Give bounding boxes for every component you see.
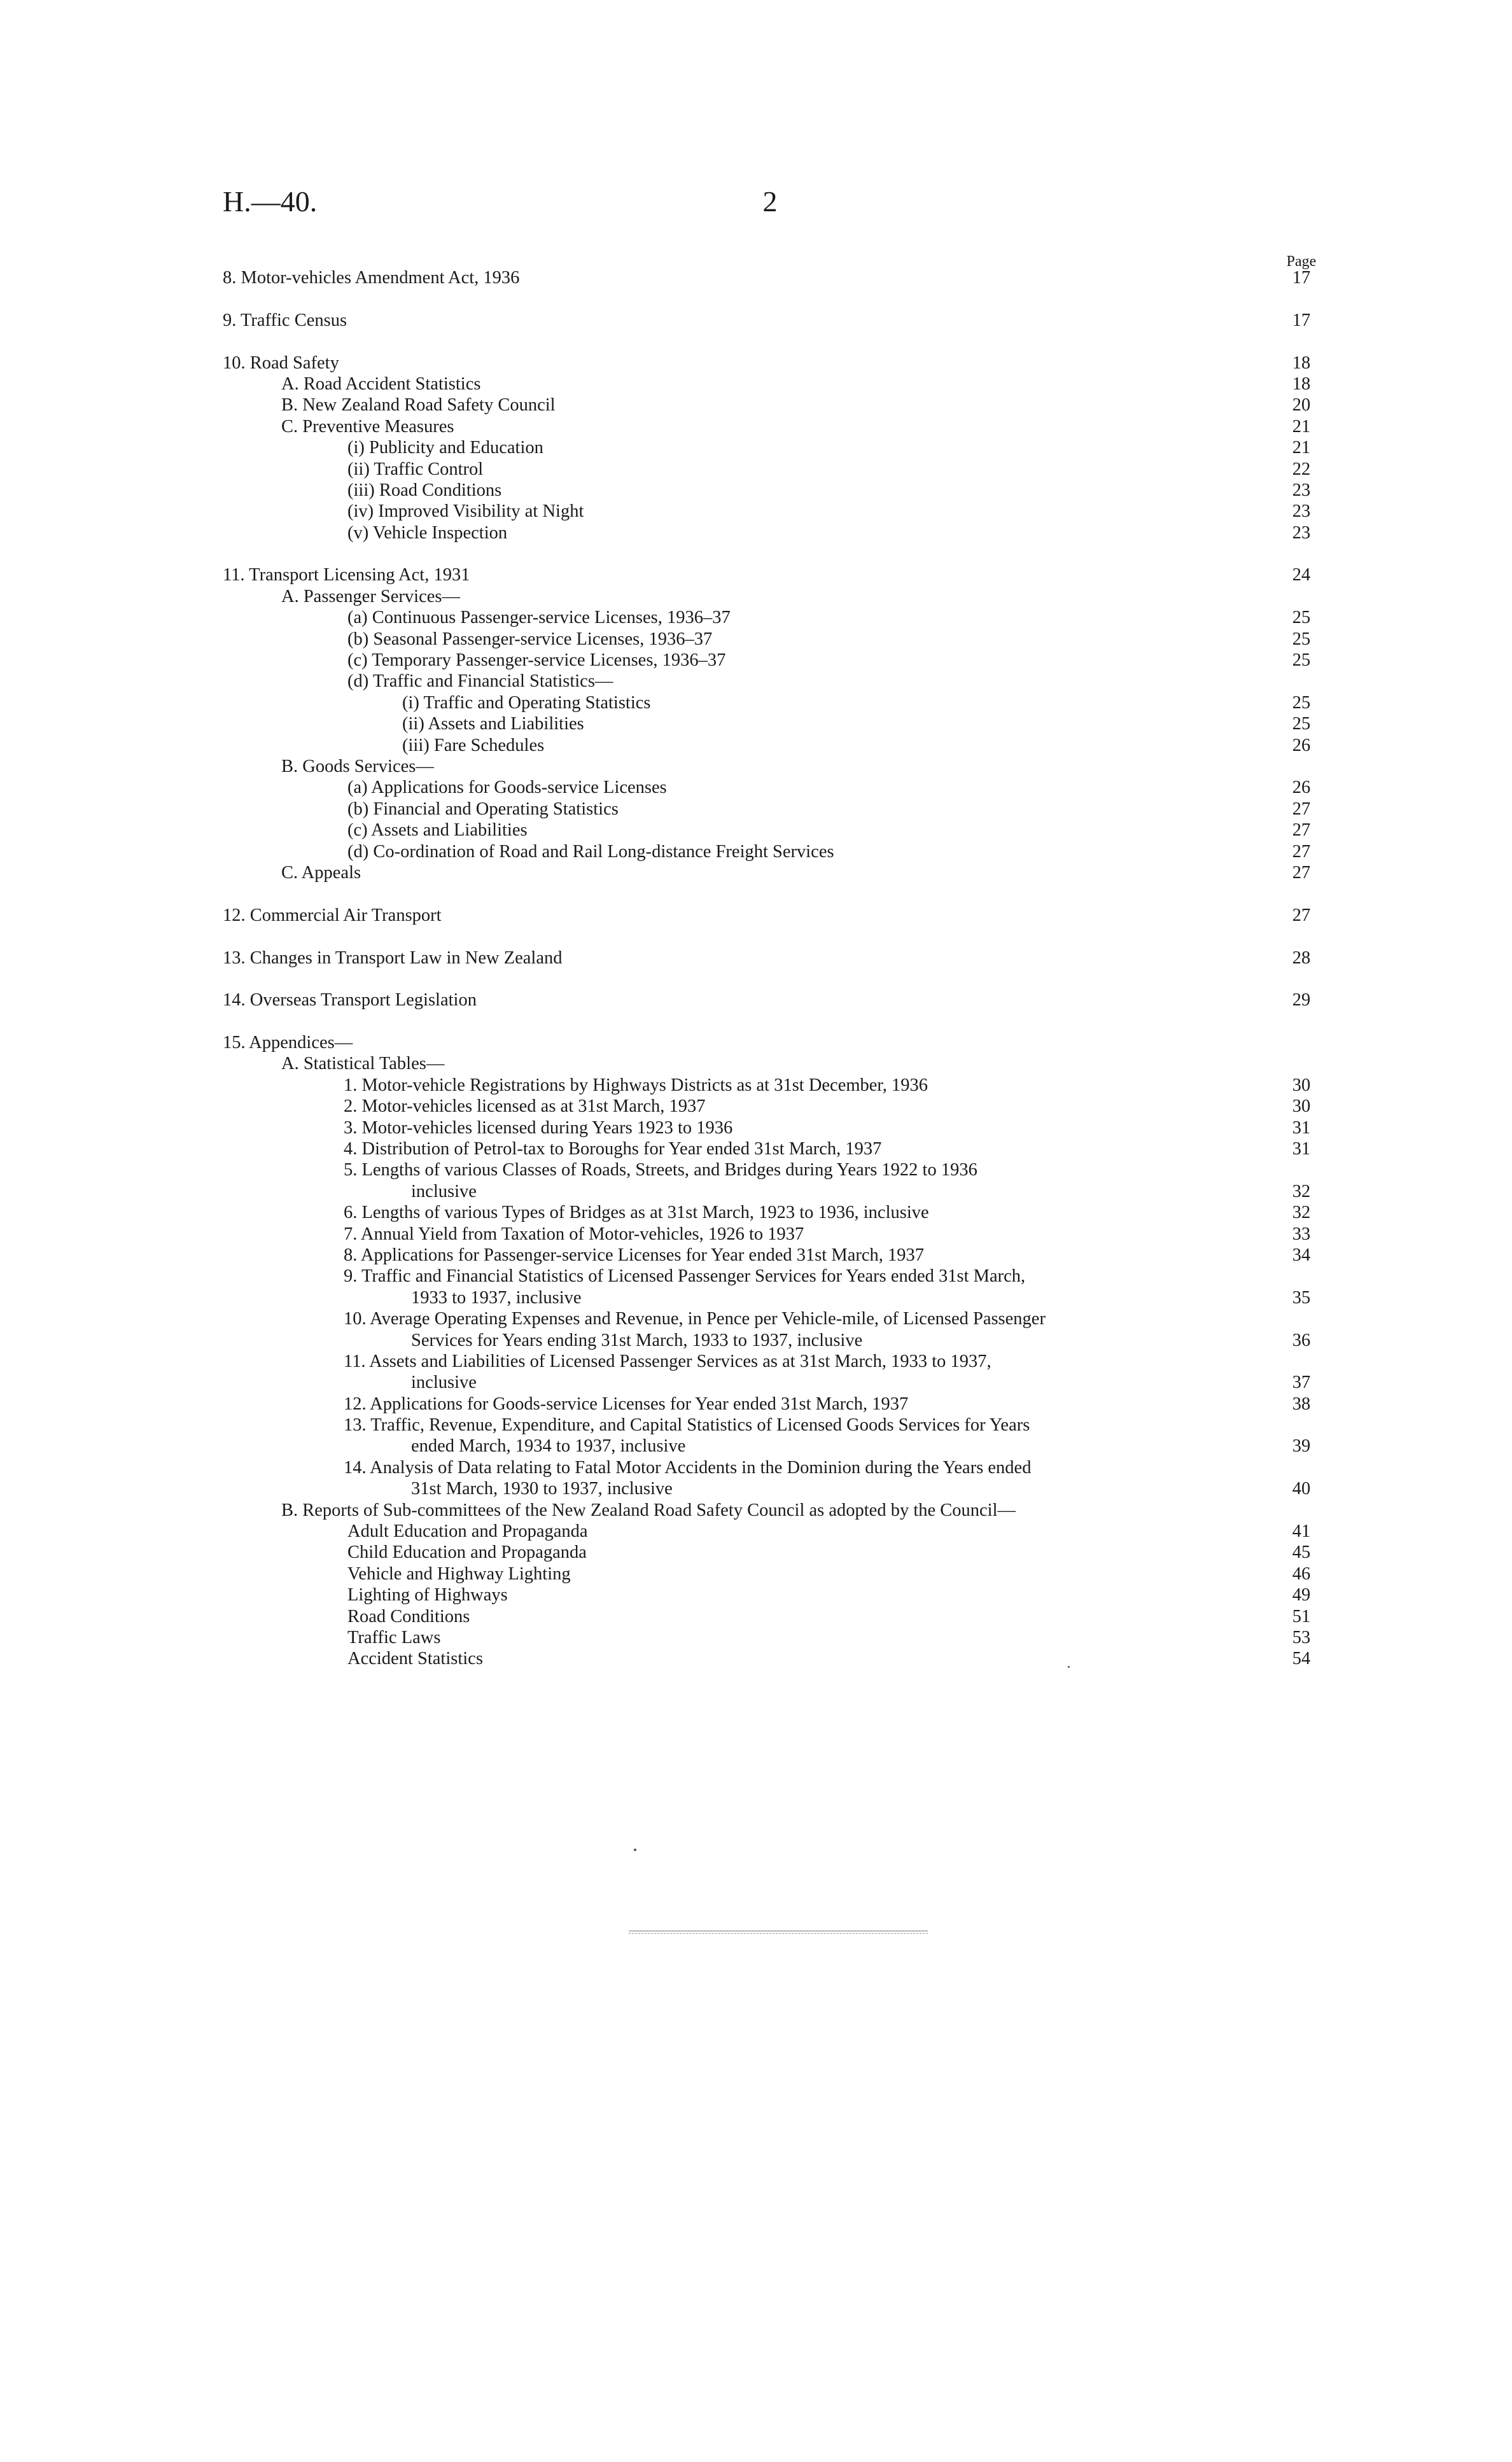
- table-of-contents: [223, 267, 1324, 1670]
- ink-speck: [1068, 1666, 1070, 1668]
- toc-entry: [223, 650, 1324, 671]
- toc-entry-title: 4. Distribution of Petrol-tax to Boroughs for Year ended 31st March, 1937: [344, 1138, 885, 1159]
- toc-entry-title: 9. Traffic and Financial Statistics of Licensed Passenger Services for Years ended 31st March,: [344, 1266, 1029, 1287]
- toc-entry-page: 41: [1292, 1521, 1311, 1542]
- toc-entry-title: 8. Applications for Passenger-service Licenses for Year ended 31st March, 1937: [344, 1245, 928, 1266]
- toc-entry: [223, 1457, 1324, 1478]
- toc-entry-page: 25: [1292, 608, 1311, 628]
- page-column-label: Page: [1286, 253, 1317, 270]
- toc-entry-page: 30: [1292, 1075, 1311, 1095]
- toc-entry: [223, 1372, 1324, 1393]
- toc-entry-title: Adult Education and Propaganda: [347, 1521, 592, 1542]
- toc-entry-page: 31: [1292, 1117, 1311, 1138]
- toc-entry-page: 53: [1292, 1628, 1311, 1647]
- toc-entry: [223, 1478, 1324, 1499]
- toc-entry: [223, 1287, 1324, 1308]
- toc-entry: [223, 586, 1324, 607]
- toc-entry-page: 40: [1292, 1479, 1311, 1499]
- section-gap: [223, 331, 1324, 352]
- toc-entry-title: (c) Temporary Passenger-service Licenses, 1936–37: [347, 650, 729, 671]
- toc-entry-title: 14. Analysis of Data relating to Fatal Motor Accidents in the Dominion during the Years ended: [344, 1457, 1035, 1478]
- toc-entry-title: B. Reports of Sub-committees of the New Zealand Road Safety Council as adopted by the Council—: [281, 1500, 1019, 1521]
- toc-entry-title: (iv) Improved Visibility at Night: [347, 501, 587, 522]
- toc-entry: [223, 1415, 1324, 1436]
- toc-entry-title: 8. Motor-vehicles Amendment Act, 1936: [223, 267, 523, 288]
- toc-entry-page: 27: [1292, 820, 1311, 841]
- toc-entry: [223, 862, 1324, 883]
- toc-entry-page: 27: [1292, 862, 1311, 883]
- toc-entry-title: B. Goods Services—: [281, 756, 438, 777]
- toc-entry-title: 11. Assets and Liabilities of Licensed Passenger Services as at 31st March, 1933 to 1937,: [344, 1351, 995, 1372]
- toc-entry-page: 24: [1292, 565, 1311, 585]
- toc-entry-page: 23: [1292, 480, 1311, 500]
- toc-entry-page: 39: [1292, 1436, 1311, 1457]
- toc-entry-title: Traffic Laws: [347, 1627, 444, 1648]
- toc-entry-title: 14. Overseas Transport Legislation: [223, 990, 480, 1011]
- toc-entry-title: A. Road Accident Statistics: [281, 374, 484, 395]
- toc-entry-title: Child Education and Propaganda: [347, 1542, 591, 1563]
- toc-entry-title: 1. Motor-vehicle Registrations by Highways Districts as at 31st December, 1936: [344, 1075, 932, 1096]
- toc-entry-page: 27: [1292, 841, 1311, 862]
- toc-entry-title: 10. Road Safety: [223, 353, 343, 374]
- toc-entry-title: 1933 to 1937, inclusive: [411, 1287, 585, 1308]
- toc-entry-page: 30: [1292, 1096, 1311, 1117]
- toc-entry-title: Road Conditions: [347, 1606, 473, 1627]
- toc-entry: [223, 437, 1324, 458]
- toc-entry: [223, 1563, 1324, 1584]
- section-gap: [223, 969, 1324, 990]
- toc-entry-page: 25: [1292, 650, 1311, 671]
- toc-entry: [223, 1096, 1324, 1117]
- toc-entry-title: (iii) Fare Schedules: [402, 735, 548, 756]
- toc-entry-title: inclusive: [411, 1372, 480, 1393]
- page-header: [223, 185, 1317, 229]
- toc-entry-title: 13. Traffic, Revenue, Expenditure, and Capital Statistics of Licensed Goods Services for Years: [344, 1415, 1033, 1436]
- toc-entry: [223, 1181, 1324, 1202]
- toc-entry-title: 2. Motor-vehicles licensed as at 31st March, 1937: [344, 1096, 710, 1117]
- toc-entry-page: 31: [1292, 1139, 1311, 1159]
- toc-entry: [223, 1648, 1324, 1669]
- toc-entry-page: 28: [1292, 948, 1311, 968]
- toc-entry-page: 46: [1292, 1563, 1311, 1584]
- toc-entry-title: 5. Lengths of various Classes of Roads, Streets, and Bridges during Years 1922 to 1936: [344, 1159, 981, 1180]
- toc-entry: [223, 501, 1324, 522]
- toc-entry-title: (b) Seasonal Passenger-service Licenses, 1936–37: [347, 629, 716, 650]
- toc-entry: [223, 353, 1324, 374]
- toc-entry: [223, 1266, 1324, 1287]
- ink-speck: [634, 1849, 636, 1851]
- toc-entry-title: C. Appeals: [281, 862, 365, 883]
- toc-entry: [223, 374, 1324, 395]
- toc-entry-page: 33: [1292, 1224, 1311, 1244]
- toc-entry: [223, 310, 1324, 331]
- toc-entry-page: 23: [1292, 501, 1311, 522]
- toc-entry-title: 12. Applications for Goods-service Licenses for Year ended 31st March, 1937: [344, 1394, 912, 1415]
- toc-entry: [223, 395, 1324, 416]
- toc-entry-page: 35: [1292, 1287, 1311, 1308]
- toc-entry-title: (b) Financial and Operating Statistics: [347, 799, 622, 820]
- toc-entry-title: inclusive: [411, 1181, 480, 1202]
- toc-entry: [223, 692, 1324, 713]
- toc-entry-title: 13. Changes in Transport Law in New Zealand: [223, 948, 566, 969]
- toc-entry-title: B. New Zealand Road Safety Council: [281, 395, 559, 416]
- toc-entry: [223, 1245, 1324, 1266]
- toc-entry-page: 32: [1292, 1203, 1311, 1223]
- toc-entry: [223, 1075, 1324, 1096]
- toc-entry-title: C. Preventive Measures: [281, 416, 458, 437]
- toc-entry: [223, 564, 1324, 585]
- toc-entry-title: Services for Years ending 31st March, 1933 to 1937, inclusive: [411, 1330, 866, 1351]
- document-series: H.—40.: [223, 185, 318, 218]
- toc-entry-page: 32: [1292, 1181, 1311, 1201]
- toc-entry-page: 26: [1292, 778, 1311, 798]
- toc-entry: [223, 607, 1324, 628]
- toc-entry-page: 25: [1292, 692, 1311, 713]
- toc-entry: [223, 841, 1324, 862]
- toc-entry-page: 18: [1292, 353, 1311, 373]
- toc-entry: [223, 735, 1324, 756]
- toc-entry: [223, 1224, 1324, 1245]
- toc-entry-title: Accident Statistics: [347, 1648, 487, 1669]
- toc-entry-title: 31st March, 1930 to 1937, inclusive: [411, 1478, 676, 1499]
- toc-entry: [223, 1394, 1324, 1415]
- toc-entry-page: 22: [1292, 459, 1311, 479]
- toc-entry-page: 17: [1292, 310, 1311, 330]
- toc-entry: [223, 671, 1324, 692]
- toc-entry: [223, 1032, 1324, 1053]
- toc-entry-page: 37: [1292, 1373, 1311, 1393]
- toc-entry: [223, 1117, 1324, 1138]
- toc-entry-title: Vehicle and Highway Lighting: [347, 1563, 575, 1584]
- section-gap: [223, 1011, 1324, 1032]
- toc-entry-title: 3. Motor-vehicles licensed during Years 1923 to 1936: [344, 1117, 736, 1138]
- section-gap: [223, 288, 1324, 309]
- toc-entry-title: (d) Traffic and Financial Statistics—: [347, 671, 617, 692]
- toc-entry-page: 25: [1292, 629, 1311, 649]
- toc-entry-title: ended March, 1934 to 1937, inclusive: [411, 1436, 689, 1457]
- toc-entry-title: Lighting of Highways: [347, 1584, 512, 1605]
- toc-entry: [223, 522, 1324, 543]
- toc-entry-title: 12. Commercial Air Transport: [223, 905, 445, 926]
- toc-entry-page: 29: [1292, 990, 1311, 1011]
- toc-entry-page: 20: [1292, 395, 1311, 416]
- toc-entry: [223, 820, 1324, 841]
- toc-entry-title: (a) Applications for Goods-service Licenses: [347, 777, 671, 798]
- toc-entry: [223, 1351, 1324, 1372]
- toc-entry-page: 49: [1292, 1585, 1311, 1605]
- toc-entry-title: A. Passenger Services—: [281, 586, 464, 607]
- toc-entry-page: 21: [1292, 416, 1311, 437]
- toc-entry: [223, 629, 1324, 650]
- toc-entry: [223, 1606, 1324, 1627]
- toc-entry: [223, 1584, 1324, 1605]
- toc-entry: [223, 1542, 1324, 1563]
- toc-entry-page: 34: [1292, 1245, 1311, 1265]
- toc-entry-page: 27: [1292, 905, 1311, 925]
- toc-entry: [223, 1308, 1324, 1329]
- toc-entry: [223, 416, 1324, 437]
- toc-entry: [223, 1627, 1324, 1648]
- toc-entry: [223, 1436, 1324, 1457]
- toc-entry-title: 10. Average Operating Expenses and Revenue, in Pence per Vehicle-mile, of Licensed Passenger: [344, 1308, 1049, 1329]
- toc-entry-page: 51: [1292, 1606, 1311, 1626]
- toc-entry-title: 11. Transport Licensing Act, 1931: [223, 564, 473, 585]
- toc-entry-page: 27: [1292, 799, 1311, 819]
- toc-entry: [223, 713, 1324, 734]
- toc-entry-title: A. Statistical Tables—: [281, 1053, 448, 1074]
- toc-entry-title: 9. Traffic Census: [223, 310, 351, 331]
- toc-entry: [223, 267, 1324, 288]
- toc-entry-title: (c) Assets and Liabilities: [347, 820, 531, 841]
- toc-entry-title: (i) Traffic and Operating Statistics: [402, 692, 655, 713]
- toc-entry-page: 23: [1292, 522, 1311, 543]
- toc-entry: [223, 1202, 1324, 1223]
- toc-entry: [223, 756, 1324, 777]
- toc-entry-title: (iii) Road Conditions: [347, 480, 505, 501]
- toc-entry: [223, 480, 1324, 501]
- toc-entry-title: 7. Annual Yield from Taxation of Motor-vehicles, 1926 to 1937: [344, 1224, 808, 1245]
- toc-entry: [223, 1053, 1324, 1074]
- toc-entry-page: 38: [1292, 1394, 1311, 1414]
- toc-entry-title: 15. Appendices—: [223, 1032, 356, 1053]
- toc-entry-page: 25: [1292, 714, 1311, 734]
- toc-entry: [223, 1330, 1324, 1351]
- toc-entry-page: 18: [1292, 374, 1311, 394]
- toc-entry: [223, 990, 1324, 1011]
- section-gap: [223, 926, 1324, 947]
- toc-entry-title: (ii) Assets and Liabilities: [402, 713, 588, 734]
- toc-entry-page: 45: [1292, 1542, 1311, 1563]
- section-gap: [223, 883, 1324, 904]
- toc-entry-page: 17: [1292, 268, 1311, 288]
- page-number: 2: [762, 185, 778, 218]
- toc-entry-title: (i) Publicity and Education: [347, 437, 547, 458]
- toc-entry-page: 26: [1292, 735, 1311, 755]
- toc-entry-title: (ii) Traffic Control: [347, 459, 487, 480]
- toc-entry: [223, 1500, 1324, 1521]
- toc-entry: [223, 459, 1324, 480]
- toc-entry-title: (a) Continuous Passenger-service Licenses, 1936–37: [347, 607, 734, 628]
- toc-entry: [223, 1138, 1324, 1159]
- toc-entry: [223, 905, 1324, 926]
- toc-entry-title: 6. Lengths of various Types of Bridges as at 31st March, 1923 to 1936, inclusive: [344, 1202, 933, 1223]
- toc-entry: [223, 799, 1324, 820]
- toc-entry-title: (v) Vehicle Inspection: [347, 522, 511, 543]
- toc-entry: [223, 1521, 1324, 1542]
- toc-entry-page: 54: [1292, 1649, 1311, 1669]
- toc-entry-page: 21: [1292, 438, 1311, 458]
- toc-entry: [223, 1159, 1324, 1180]
- toc-entry-title: (d) Co-ordination of Road and Rail Long-distance Freight Services: [347, 841, 838, 862]
- toc-entry-page: 36: [1292, 1330, 1311, 1350]
- toc-entry: [223, 948, 1324, 969]
- section-gap: [223, 543, 1324, 564]
- footer-rule: [629, 1931, 928, 1934]
- toc-entry: [223, 777, 1324, 798]
